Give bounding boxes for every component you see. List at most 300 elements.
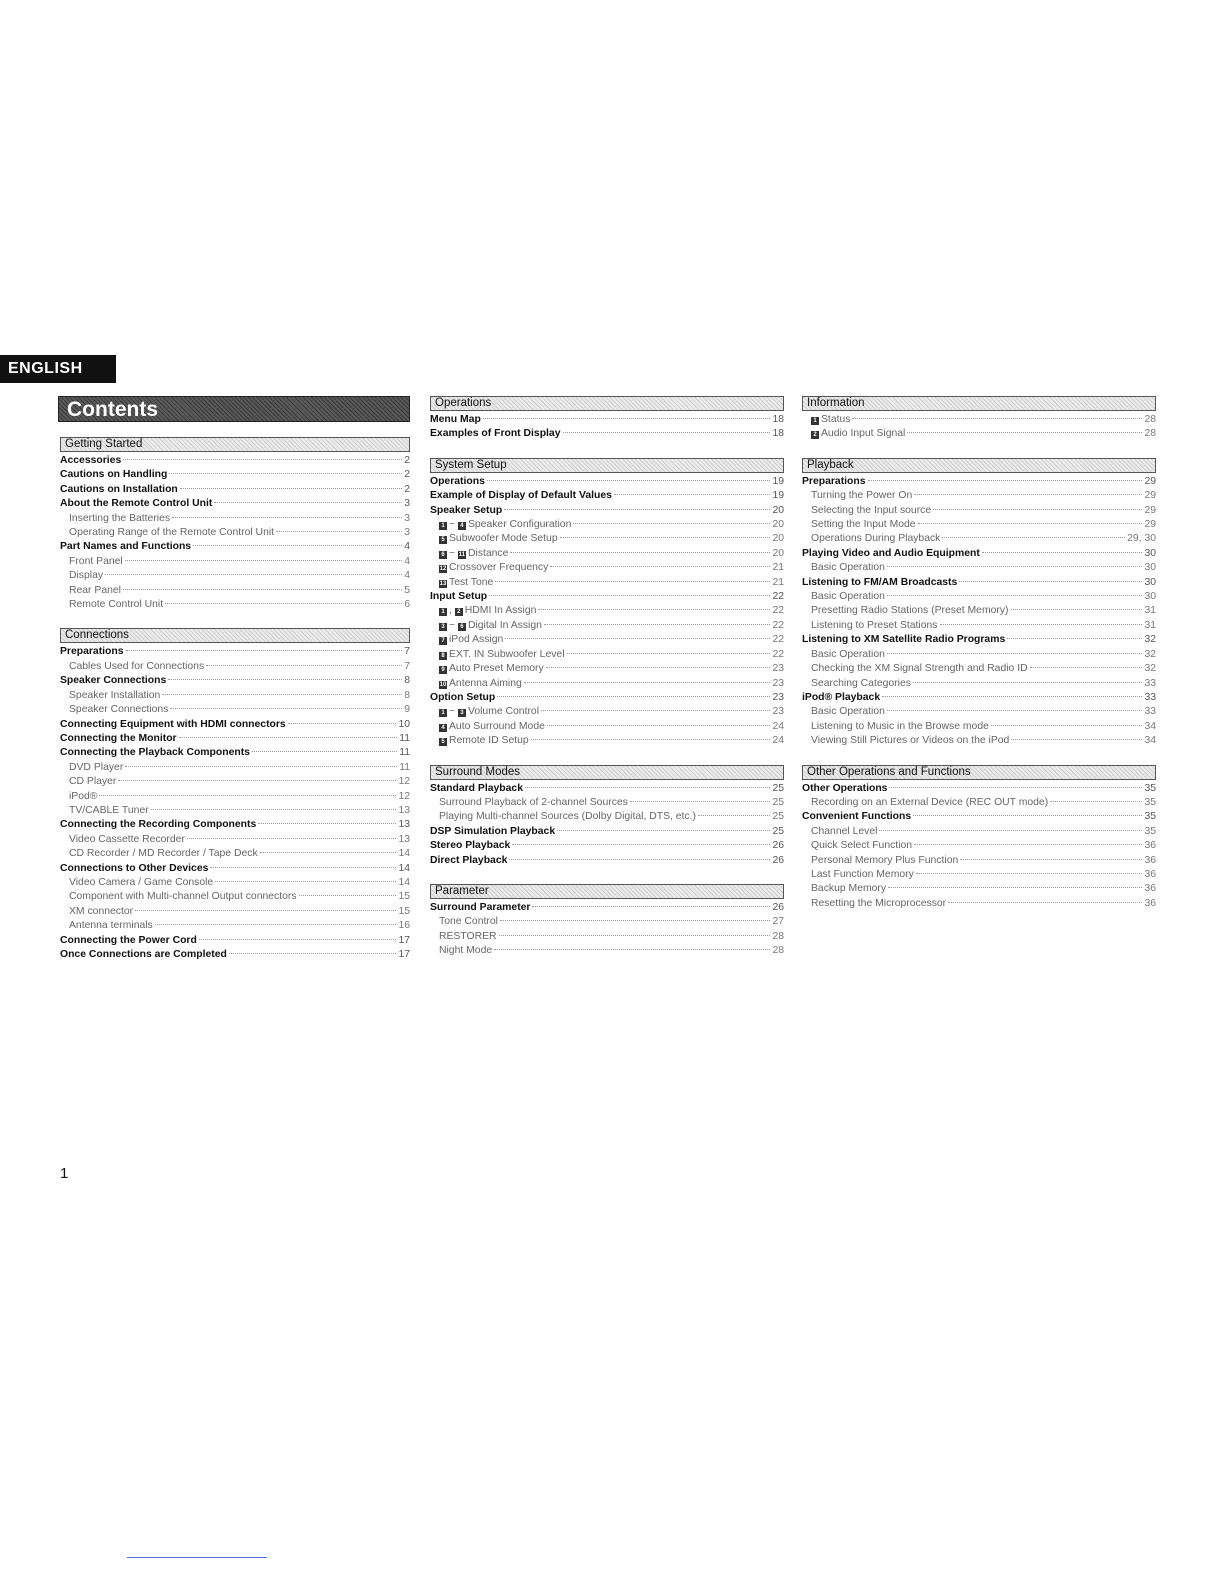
entry-title: Quick Select Function <box>811 840 913 852</box>
entry-title-group <box>430 648 565 662</box>
number-badge-icon: 6 <box>439 551 447 559</box>
number-badge-icon: 10 <box>439 681 447 688</box>
toc-entry[interactable] <box>60 555 410 569</box>
entry-title: Surround Parameter <box>430 901 531 913</box>
entry-title-group <box>802 882 886 896</box>
toc-entry[interactable] <box>802 561 1156 575</box>
entry-title: Speaker Connections <box>60 675 167 687</box>
toc-entry[interactable] <box>60 818 410 832</box>
entry-page-number: 13 <box>398 819 410 831</box>
entry-page-number: 23 <box>772 677 784 689</box>
entry-title-group <box>802 839 912 853</box>
entry-title: Subwoofer Mode Setup <box>449 533 558 545</box>
dot-leader <box>510 552 770 553</box>
entry-page-number: 7 <box>404 660 410 672</box>
entry-page-number: 4 <box>404 570 410 582</box>
entry-page-number: 35 <box>1144 796 1156 808</box>
entry-page-number: 28 <box>1144 428 1156 440</box>
toc-entry[interactable] <box>430 705 784 719</box>
toc-entry[interactable] <box>802 854 1156 868</box>
toc-entry[interactable] <box>802 427 1156 441</box>
entry-title: Backup Memory <box>811 883 887 895</box>
dot-leader <box>252 751 397 752</box>
toc-entry[interactable] <box>430 839 784 853</box>
dot-leader <box>538 609 770 610</box>
toc-entry[interactable] <box>60 468 410 482</box>
toc-entry[interactable] <box>60 934 410 948</box>
toc-column-2 <box>430 396 784 975</box>
entry-page-number: 30 <box>1144 591 1156 603</box>
toc-entry[interactable] <box>60 454 410 468</box>
entry-page-number: 36 <box>1144 897 1156 909</box>
entry-page-number: 35 <box>1144 811 1156 823</box>
entry-title: Speaker Installation <box>69 689 161 701</box>
entry-title: CD Recorder / MD Recorder / Tape Deck <box>69 848 258 860</box>
entry-title: iPod® Playback <box>802 691 881 703</box>
entry-title: TV/CABLE Tuner <box>69 804 149 816</box>
toc-entry[interactable] <box>60 512 410 526</box>
entry-title-group <box>430 915 498 929</box>
entry-title: Basic Operation <box>811 591 885 603</box>
toc-entry[interactable] <box>430 475 784 489</box>
toc-entry[interactable] <box>430 901 784 915</box>
entry-title: Recording on an External Device (REC OUT mode) <box>811 796 1049 808</box>
toc-entry[interactable] <box>430 648 784 662</box>
dot-leader <box>544 624 771 625</box>
entry-title: Example of Display of Default Values <box>430 490 612 502</box>
entry-title-group <box>802 662 1028 676</box>
toc-entry[interactable] <box>60 905 410 919</box>
toc-entry[interactable] <box>60 540 410 554</box>
dot-leader <box>940 624 1143 625</box>
entry-title: Channel Level <box>811 825 878 837</box>
dot-leader <box>258 823 396 824</box>
entry-title: Basic Operation <box>811 562 885 574</box>
entry-page-number: 4 <box>404 555 410 567</box>
dot-leader <box>299 895 397 896</box>
toc-section <box>802 458 1156 749</box>
entry-title-group <box>430 720 545 734</box>
entry-page-number: 30 <box>1144 547 1156 559</box>
dot-leader <box>525 787 770 788</box>
toc-entry[interactable] <box>802 633 1156 647</box>
entry-page-number: 34 <box>1144 735 1156 747</box>
entry-title: Operations <box>430 475 485 487</box>
toc-section <box>802 765 1156 912</box>
number-badge-icon: 7 <box>439 637 447 645</box>
entry-page-number: 22 <box>772 619 784 631</box>
toc-entry[interactable] <box>802 882 1156 896</box>
toc-entry[interactable] <box>802 619 1156 633</box>
toc-entry[interactable] <box>430 677 784 691</box>
entry-title: iPod® <box>69 790 98 802</box>
dot-leader <box>495 581 770 582</box>
dot-leader <box>531 739 771 740</box>
toc-entry[interactable] <box>430 413 784 427</box>
entry-title: ~ <box>449 706 458 718</box>
entry-page-number: 27 <box>772 916 784 928</box>
toc-entry[interactable] <box>430 489 784 503</box>
toc-entry[interactable] <box>60 732 410 746</box>
toc-entry[interactable] <box>430 590 784 604</box>
number-badge-icon: 6 <box>458 623 466 631</box>
entry-title-group <box>430 677 522 691</box>
dot-leader <box>509 859 770 860</box>
toc-entry[interactable] <box>430 532 784 546</box>
entry-title: Accessories <box>60 455 122 466</box>
entry-title-group <box>60 934 197 948</box>
toc-entry[interactable] <box>430 796 784 810</box>
toc-entry[interactable] <box>60 598 410 612</box>
entry-title: Operations During Playback <box>811 533 941 545</box>
entry-page-number: 29 <box>1144 519 1156 531</box>
entry-title-group <box>60 862 208 876</box>
entry-page-number: 28 <box>1144 414 1156 425</box>
entry-title-group <box>430 561 548 575</box>
toc-entry[interactable] <box>802 691 1156 705</box>
entry-title-group <box>802 518 916 532</box>
entry-title: Once Connections are Completed <box>60 949 227 960</box>
dot-leader <box>500 920 771 921</box>
dot-leader <box>214 502 402 503</box>
toc-entry[interactable] <box>802 677 1156 691</box>
entry-page-number: 20 <box>772 547 784 559</box>
toc-entry[interactable] <box>430 547 784 561</box>
dot-leader <box>276 531 402 532</box>
entry-title-group <box>60 890 297 904</box>
dot-leader <box>187 838 397 839</box>
toc-entry[interactable] <box>802 720 1156 734</box>
toc-entry[interactable] <box>60 689 410 703</box>
entry-page-number: 24 <box>772 735 784 747</box>
entry-title-group <box>60 584 121 598</box>
entry-title-group <box>430 839 510 853</box>
entry-title: Auto Surround Mode <box>449 720 545 732</box>
entry-title-group <box>802 604 1009 618</box>
toc-entry[interactable] <box>802 810 1156 824</box>
toc-entry[interactable] <box>802 590 1156 604</box>
toc-entry[interactable] <box>60 645 410 659</box>
toc-entry[interactable] <box>60 584 410 598</box>
dot-leader <box>868 480 1143 481</box>
entry-title: Tone Control <box>439 916 498 928</box>
section-header: Playback <box>802 458 1156 473</box>
dot-leader <box>215 881 396 882</box>
section-header: System Setup <box>430 458 784 473</box>
toc-entry[interactable] <box>60 775 410 789</box>
dot-leader <box>170 708 402 709</box>
entry-title-group <box>60 804 149 818</box>
toc-entry[interactable] <box>60 833 410 847</box>
toc-entry[interactable] <box>802 547 1156 561</box>
entry-title: Connecting the Playback Components <box>60 747 250 759</box>
toc-section <box>430 396 784 442</box>
toc-entry[interactable] <box>802 413 1156 427</box>
entry-page-number: 14 <box>398 848 410 860</box>
toc-entry[interactable] <box>430 720 784 734</box>
entry-title: Audio Input Signal <box>821 428 906 440</box>
dot-leader <box>914 494 1142 495</box>
entry-title-group <box>430 518 571 532</box>
entry-title-group <box>802 427 905 441</box>
toc-entry[interactable] <box>430 576 784 590</box>
dot-leader <box>933 509 1142 510</box>
dot-leader <box>573 523 770 524</box>
toc-entry[interactable] <box>430 691 784 705</box>
entry-title-group <box>802 782 887 796</box>
entry-page-number: 7 <box>404 646 410 658</box>
entry-page-number: 11 <box>399 761 410 773</box>
number-badge-icon: 1 <box>439 522 447 530</box>
dot-leader <box>504 509 770 510</box>
entry-title: iPod Assign <box>449 634 504 646</box>
dot-leader <box>497 696 770 697</box>
dot-leader <box>483 418 771 419</box>
number-badge-icon: 3 <box>458 709 466 717</box>
dot-leader <box>179 737 398 738</box>
toc-entry[interactable] <box>430 662 784 676</box>
toc-entry[interactable] <box>430 782 784 796</box>
entry-page-number: 33 <box>1144 706 1156 718</box>
entry-page-number: 32 <box>1144 634 1156 646</box>
toc-entry[interactable] <box>802 648 1156 662</box>
toc-entry[interactable] <box>430 810 784 824</box>
entry-title: Crossover Frequency <box>449 562 549 574</box>
entry-title: Antenna Aiming <box>449 677 522 689</box>
entry-title-group <box>802 720 989 734</box>
entry-title: Personal Memory Plus Function <box>811 854 959 866</box>
entry-title: Standard Playback <box>430 782 523 794</box>
dot-leader <box>614 494 771 495</box>
entry-title: Listening to FM/AM Broadcasts <box>802 576 958 588</box>
dot-leader <box>260 852 397 853</box>
toc-entry[interactable] <box>60 660 410 674</box>
entry-title-group <box>802 576 957 590</box>
toc-entry[interactable] <box>802 782 1156 796</box>
toc-entry[interactable] <box>60 948 410 962</box>
entry-page-number: 33 <box>1144 691 1156 703</box>
toc-entry[interactable] <box>802 504 1156 518</box>
entry-title: Option Setup <box>430 691 496 703</box>
toc-entry[interactable] <box>60 526 410 540</box>
toc-entry[interactable] <box>430 561 784 575</box>
entry-title-group <box>802 691 880 705</box>
toc-entry[interactable] <box>802 518 1156 532</box>
toc-entry[interactable] <box>802 868 1156 882</box>
toc-entry[interactable] <box>60 761 410 775</box>
entry-title: Turning the Power On <box>811 490 913 502</box>
entry-page-number: 2 <box>404 483 410 495</box>
toc-entry[interactable] <box>430 734 784 748</box>
bottom-rule <box>127 1557 267 1558</box>
entry-title-group <box>430 810 696 824</box>
entry-title: XM connector <box>69 905 134 917</box>
toc-entry[interactable] <box>802 825 1156 839</box>
entry-page-number: 13 <box>398 833 410 845</box>
entry-title-group <box>60 847 258 861</box>
toc-entry[interactable] <box>802 532 1156 546</box>
toc-entry[interactable] <box>802 897 1156 911</box>
entry-title-group <box>60 732 177 746</box>
toc-entry[interactable] <box>430 518 784 532</box>
entry-page-number: 9 <box>404 704 410 716</box>
entry-title-group <box>60 483 178 497</box>
entry-title-group <box>60 761 123 775</box>
toc-entry[interactable] <box>430 619 784 633</box>
entry-title: Rear Panel <box>69 584 121 596</box>
entry-title-group <box>60 790 97 804</box>
entry-title: Menu Map <box>430 414 481 425</box>
toc-entry[interactable] <box>60 847 410 861</box>
dot-leader <box>698 815 770 816</box>
entry-title-group <box>60 948 227 962</box>
toc-entry[interactable] <box>60 790 410 804</box>
entry-page-number: 22 <box>772 634 784 646</box>
toc-entry[interactable] <box>60 497 410 511</box>
entry-page-number: 28 <box>772 945 784 957</box>
entry-title: Front Panel <box>69 555 123 567</box>
entry-title: Other Operations <box>802 782 888 794</box>
entry-page-number: 19 <box>772 475 784 487</box>
toc-entry[interactable] <box>802 475 1156 489</box>
entry-title-group <box>60 454 121 468</box>
entry-page-number: 16 <box>398 920 410 932</box>
entry-title-group <box>60 660 204 674</box>
dot-leader <box>126 650 403 651</box>
toc-entry[interactable] <box>60 746 410 760</box>
dot-leader <box>505 638 770 639</box>
entry-title-group <box>802 532 940 546</box>
toc-section <box>430 458 784 749</box>
entry-title: Presetting Radio Stations (Preset Memory) <box>811 605 1009 617</box>
toc-entry[interactable] <box>430 825 784 839</box>
dot-leader <box>1011 609 1143 610</box>
entry-title-group <box>60 468 167 482</box>
dot-leader <box>210 867 396 868</box>
toc-entry[interactable] <box>60 919 410 933</box>
entry-title-group <box>802 868 914 882</box>
entry-title: Speaker Setup <box>430 504 503 516</box>
toc-entry[interactable] <box>802 734 1156 748</box>
toc-entry[interactable] <box>802 489 1156 503</box>
toc-entry[interactable] <box>430 944 784 958</box>
entry-page-number: 32 <box>1144 648 1156 660</box>
toc-entry[interactable] <box>60 804 410 818</box>
entry-title: Connecting the Monitor <box>60 732 177 744</box>
toc-entry[interactable] <box>802 705 1156 719</box>
toc-section <box>60 628 410 962</box>
entry-page-number: 21 <box>772 576 784 588</box>
entry-title: ~ <box>449 547 458 559</box>
entry-title-group <box>430 901 530 915</box>
entry-page-number: 30 <box>1144 576 1156 588</box>
entry-title-group <box>60 512 170 526</box>
entry-page-number: 36 <box>1144 854 1156 866</box>
entry-title: EXT. IN Subwoofer Level <box>449 648 565 660</box>
entry-title-rest: Speaker Configuration <box>467 519 572 531</box>
toc-entry[interactable] <box>802 576 1156 590</box>
entry-page-number: 26 <box>772 901 784 913</box>
entry-title: Video Cassette Recorder <box>69 833 185 845</box>
entry-title-group <box>430 691 495 705</box>
entry-title-group <box>802 897 946 911</box>
dot-leader <box>489 595 770 596</box>
dot-leader <box>180 488 402 489</box>
dot-leader <box>567 653 771 654</box>
toc-section <box>430 765 784 868</box>
entry-page-number: 12 <box>398 776 410 788</box>
toc-entry[interactable] <box>60 718 410 732</box>
entry-title-group <box>802 504 931 518</box>
toc-entry[interactable] <box>60 703 410 717</box>
toc-entry[interactable] <box>60 876 410 890</box>
dot-leader <box>165 603 402 604</box>
toc-entry[interactable] <box>60 862 410 876</box>
toc-entry[interactable] <box>430 854 784 868</box>
entry-title-group <box>430 489 612 503</box>
toc-entry[interactable] <box>430 915 784 929</box>
entry-title-group <box>60 703 168 717</box>
toc-entry[interactable] <box>60 483 410 497</box>
entry-title-group <box>60 818 256 832</box>
entry-page-number: 13 <box>398 804 410 816</box>
entry-title-group <box>60 905 133 919</box>
toc-entry[interactable] <box>802 839 1156 853</box>
entry-page-number: 35 <box>1144 825 1156 837</box>
toc-entry[interactable] <box>430 930 784 944</box>
entry-page-number: 8 <box>404 675 410 687</box>
entry-page-number: 23 <box>772 706 784 718</box>
entry-page-number: 3 <box>404 512 410 524</box>
entry-title-group <box>802 796 1048 810</box>
toc-entry[interactable] <box>430 633 784 647</box>
entry-title-group <box>60 569 103 583</box>
entry-title: Remote Control Unit <box>69 599 164 611</box>
entry-title: About the Remote Control Unit <box>60 498 213 510</box>
dot-leader <box>913 682 1143 683</box>
entry-page-number: 33 <box>1144 677 1156 689</box>
toc-entry[interactable] <box>60 890 410 904</box>
toc-entry[interactable] <box>60 674 410 688</box>
toc-entry[interactable] <box>430 427 784 441</box>
entry-title: Part Names and Functions <box>60 541 192 553</box>
dot-leader <box>557 830 770 831</box>
entry-title: , <box>449 605 455 617</box>
dot-leader <box>123 589 402 590</box>
entry-page-number: 36 <box>1144 883 1156 895</box>
toc-entry[interactable] <box>430 604 784 618</box>
dot-leader <box>123 459 402 460</box>
dot-leader <box>499 935 771 936</box>
entry-title-group <box>430 854 507 868</box>
toc-entry[interactable] <box>802 796 1156 810</box>
number-badge-icon: 1 <box>439 709 447 717</box>
toc-entry[interactable] <box>802 662 1156 676</box>
toc-entry[interactable] <box>802 604 1156 618</box>
entry-page-number: 20 <box>772 504 784 516</box>
toc-entry[interactable] <box>430 504 784 518</box>
dot-leader <box>168 679 402 680</box>
section-header: Surround Modes <box>430 765 784 780</box>
number-badge-icon: 1 <box>811 417 819 425</box>
entry-title: Searching Categories <box>811 677 911 689</box>
section-header: Connections <box>60 628 410 643</box>
dot-leader <box>125 766 397 767</box>
entry-title: Night Mode <box>439 945 493 957</box>
entry-title-group <box>802 734 1009 748</box>
number-badge-icon: 1 <box>439 608 447 616</box>
toc-entry[interactable] <box>60 569 410 583</box>
